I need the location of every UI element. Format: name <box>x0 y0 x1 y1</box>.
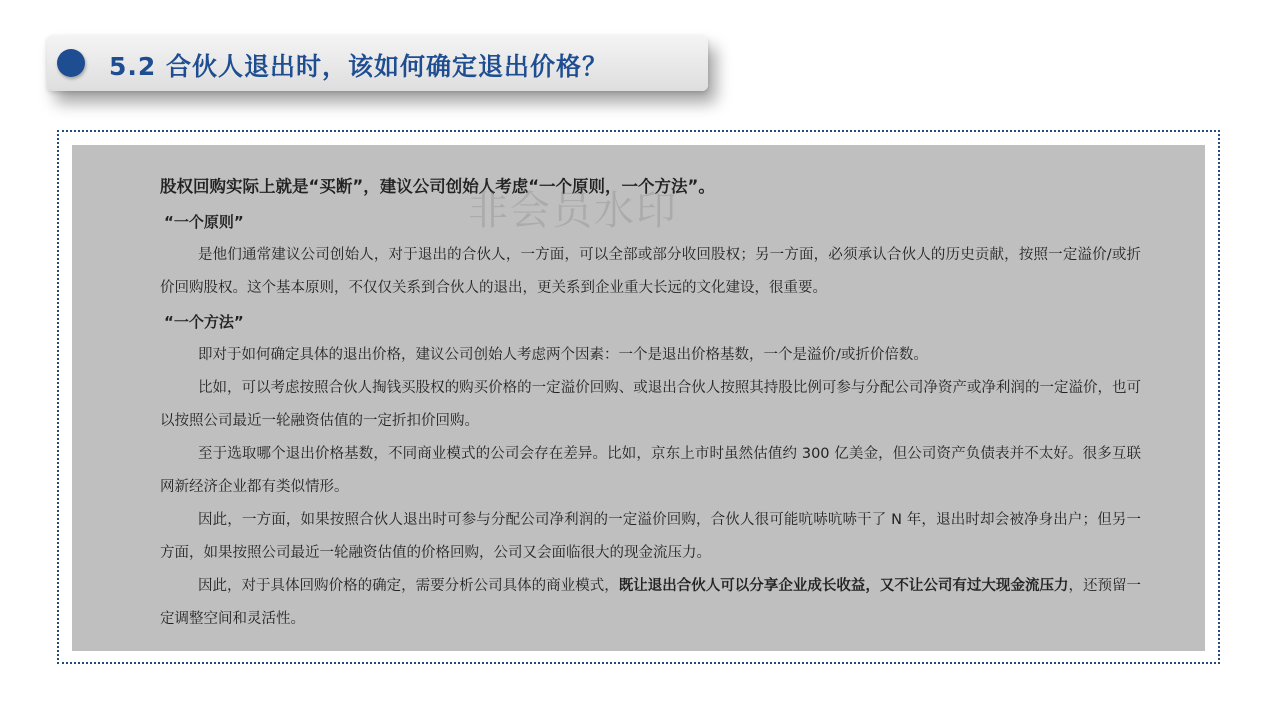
page-title: 5.2 合伙人退出时，该如何确定退出价格？ <box>109 52 608 81</box>
final-paragraph <box>160 570 1141 636</box>
lead-sentence: 股权回购实际上就是“买断”，建议公司创始人考虑“一个原则，一个方法”。 <box>160 177 715 196</box>
method-paragraph-1: 即对于如何确定具体的退出价格，建议公司创始人考虑两个因素：一个是退出价格基数，一个是溢价/或折价倍数。 <box>198 347 928 363</box>
content-body <box>160 169 1141 636</box>
principle-paragraph: 是他们通常建议公司创始人，对于退出的合伙人，一方面，可以全部或部分收回股权；另一方面，必须承认合伙人的历史贡献，按照一定溢价/或折价回购股权。这个基本原则，不仅仅关系到合伙人的退出，更关系到企业重大长远的文化建设，很重要。 <box>160 247 1141 296</box>
method-heading: “一个方法” <box>164 313 244 331</box>
final-prefix: 因此，对于具体回购价格的确定，需要分析公司具体的商业模式， <box>198 578 619 594</box>
method-paragraph-4: 因此，一方面，如果按照合伙人退出时可参与分配公司净利润的一定溢价回购，合伙人很可能吭哧吭哧干了 N 年，退出时却会被净身出户；但另一方面，如果按照公司最近一轮融资估值的价格回购，公司又会面临很大的现金流压力。 <box>160 512 1141 561</box>
content-panel <box>72 145 1205 651</box>
watermark: 非会员水印 <box>468 188 678 234</box>
principle-heading: “一个原则” <box>164 213 244 231</box>
method-paragraph-3: 至于选取哪个退出价格基数，不同商业模式的公司会存在差异。比如，京东上市时虽然估值约 300 亿美金，但公司资产负债表并不太好。很多互联网新经济企业都有类似情形。 <box>160 446 1141 495</box>
final-emphasis: 既让退出合伙人可以分享企业成长收益，又不让公司有过大现金流压力 <box>618 578 1069 594</box>
bullet-dot-icon <box>57 49 85 77</box>
title-bar <box>47 35 708 91</box>
method-paragraph-2: 比如，可以考虑按照合伙人掏钱买股权的购买价格的一定溢价回购、或退出合伙人按照其持股比例可参与分配公司净资产或净利润的一定溢价，也可以按照公司最近一轮融资估值的一定折扣价回购。 <box>160 380 1141 429</box>
final-suffix: ，还预留一定调整空间和灵活性。 <box>160 578 1142 627</box>
